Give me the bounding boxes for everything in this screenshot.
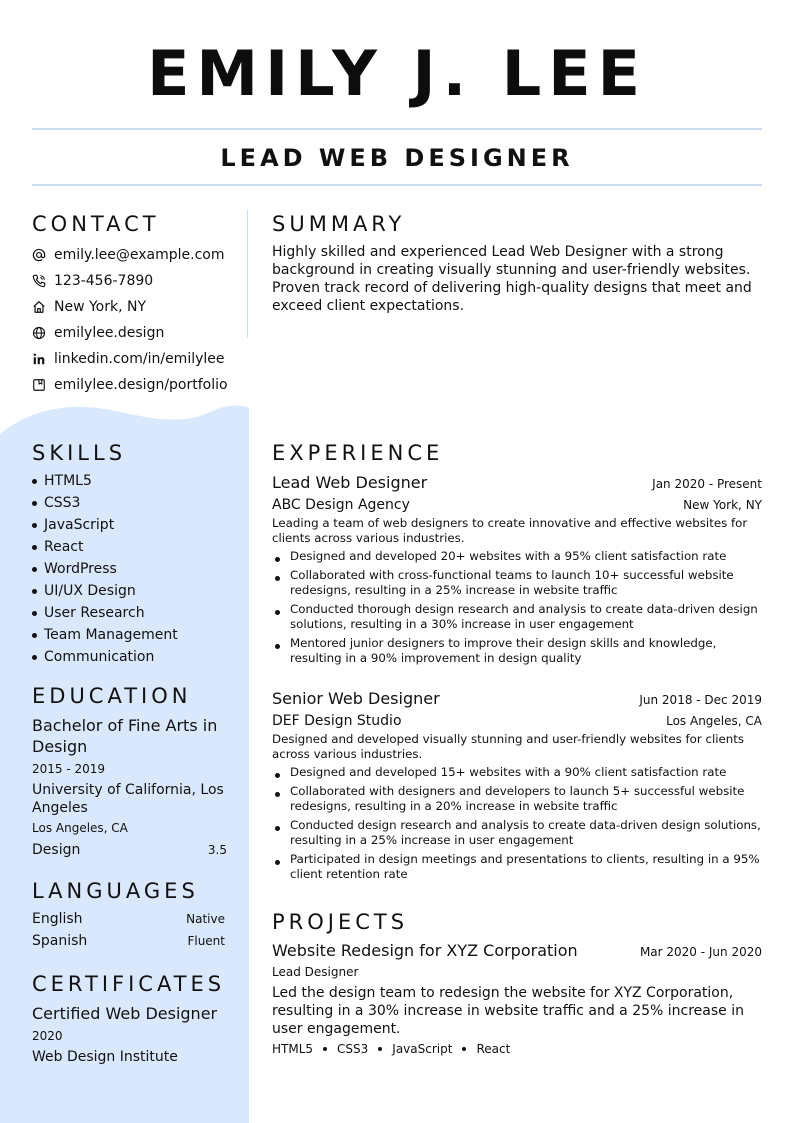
language-item [32,908,225,930]
skill-item [32,558,232,580]
job-role: Lead Web Designer [272,473,428,492]
contact-phone[interactable] [32,268,247,294]
experience-entry [272,472,762,670]
job-subheader [272,495,762,515]
bullet-dot [32,501,37,506]
job-role: Senior Web Designer [272,689,440,708]
language-level: Native [186,912,225,926]
job-description: Leading a team of web designers to create innovative and effective websites for clients across various industries. [272,516,748,545]
experience-heading: EXPERIENCE [272,441,444,465]
skill-label: React [44,539,84,555]
candidate-name: EMILY J. LEE [147,37,647,110]
skill-label: UI/UX Design [44,583,136,599]
skill-label: User Research [44,605,145,621]
project-tech-list [272,1042,762,1056]
skill-label: WordPress [44,561,117,577]
languages-heading: LANGUAGES [32,879,199,903]
project-dates: Mar 2020 - Jun 2020 [639,945,762,959]
contact-website[interactable] [32,320,247,346]
language-level: Fluent [187,934,225,948]
summary-heading: SUMMARY [272,212,406,236]
tech-item [476,1042,510,1056]
skill-label: JavaScript [44,517,115,533]
linkedin-icon [32,352,46,366]
certificate-year: 2020 [32,1029,63,1043]
education-field: Design [32,842,81,858]
certificates-heading: CERTIFICATES [32,972,226,996]
job-location: New York, NY [683,498,762,512]
education-entry [32,715,227,860]
tech-label: CSS3 [337,1042,369,1056]
job-bullet: Designed and developed 20+ websites with a 95% client satisfaction rate [272,549,762,564]
tech-label: React [476,1042,511,1056]
contact-text: linkedin.com/in/emilylee [54,351,225,367]
bullet-dot [32,479,37,484]
job-header [272,472,762,494]
project-description: Led the design team to redesign the website for XYZ Corporation, resulting in a 30% increase in website traffic and a 25% increase in user engagement. [272,985,744,1037]
language-item [32,930,225,952]
project-role: Lead Designer [272,965,359,979]
skill-item [32,470,232,492]
skill-label: Team Management [44,627,178,643]
contact-list [32,242,247,398]
tech-item [392,1042,476,1056]
job-description: Designed and developed visually stunning and user-friendly websites for clients across various industries. [272,732,745,761]
job-bullet: Conducted thorough design research and analysis to create data-driven design solutions, resulting in a 30% increase in user engagement [272,602,762,632]
header-rule-top [32,128,762,130]
languages-list [32,908,225,952]
contact-text: 123-456-7890 [54,273,154,289]
phone-icon [32,274,46,288]
skill-label: HTML5 [44,473,92,489]
certificate-name: Certified Web Designer [32,1004,218,1023]
experience-entry [272,688,762,886]
job-location: Los Angeles, CA [666,714,762,728]
project-header [272,940,762,962]
header-rule-bottom [32,184,762,186]
separator-dot [323,1047,327,1051]
job-subheader [272,711,762,731]
bullet-dot [32,589,37,594]
language-name: English [32,911,83,927]
certificate-entry [32,1003,232,1067]
skill-item [32,580,232,602]
tech-label: JavaScript [392,1042,453,1056]
tech-item [337,1042,392,1056]
summary-text: Highly skilled and experienced Lead Web Designer with a strong background in creating visually stunning and user-friendly websites. Proven track record of delivering high-quality designs that meet and exceed client expectations. [272,244,752,314]
bullet-dot [32,567,37,572]
column-divider [247,210,248,338]
job-dates: Jun 2018 - Dec 2019 [639,693,762,707]
at-icon [32,248,46,262]
project-name: Website Redesign for XYZ Corporation [272,941,578,960]
job-company: DEF Design Studio [272,713,402,729]
separator-dot [378,1047,382,1051]
skill-label: Communication [44,649,155,665]
job-bullet: Designed and developed 15+ websites with a 90% client satisfaction rate [272,765,762,780]
skill-item [32,646,232,668]
job-header [272,688,762,710]
contact-linkedin[interactable] [32,346,247,372]
skill-item [32,602,232,624]
contact-text: New York, NY [54,299,147,315]
bullet-dot [32,655,37,660]
education-heading: EDUCATION [32,684,192,708]
tech-item [272,1042,337,1056]
skill-label: CSS3 [44,495,81,511]
bullet-dot [32,633,37,638]
education-field-row [32,840,227,860]
skill-item [32,536,232,558]
project-entry [272,940,762,1056]
skill-item [32,514,232,536]
contact-portfolio[interactable] [32,372,247,398]
job-dates: Jan 2020 - Present [652,477,762,491]
contact-text: emilylee.design [54,325,165,341]
certificate-org: Web Design Institute [32,1049,178,1065]
job-bullet: Collaborated with designers and developers to launch 5+ successful website redesigns, resulting in a 20% increase in website traffic [272,784,762,814]
skills-heading: SKILLS [32,441,127,465]
language-name: Spanish [32,933,88,949]
education-location: Los Angeles, CA [32,821,128,835]
education-dates: 2015 - 2019 [32,762,106,776]
education-degree: Bachelor of Fine Arts in Design [32,716,218,756]
bullet-dot [32,611,37,616]
contact-text: emilylee.design/portfolio [54,377,228,393]
bullet-dot [32,545,37,550]
skill-item [32,624,232,646]
bullet-dot [32,523,37,528]
tech-label: HTML5 [272,1042,314,1056]
candidate-title: LEAD WEB DESIGNER [220,144,574,172]
contact-heading: CONTACT [32,212,160,236]
contact-email[interactable] [32,242,247,268]
education-gpa: 3.5 [207,843,227,857]
globe-icon [32,326,46,340]
job-bullets [272,549,762,666]
job-bullet: Mentored junior designers to improve their design skills and knowledge, resulting in a 90% improvement in design quality [272,636,762,666]
job-bullet: Collaborated with cross-functional teams to launch 10+ successful website redesigns, resulting in a 25% increase in website traffic [272,568,762,598]
contact-location [32,294,247,320]
portfolio-icon [32,378,46,392]
separator-dot [462,1047,466,1051]
job-company: ABC Design Agency [272,497,410,513]
education-school: University of California, Los Angeles [32,782,224,816]
projects-heading: PROJECTS [272,910,409,934]
job-bullet: Conducted design research and analysis to create data-driven design solutions, resulting in a 25% increase in user engagement [272,818,762,848]
home-icon [32,300,46,314]
skills-list [32,470,232,668]
job-bullets [272,765,762,882]
contact-text: emily.lee@example.com [54,247,225,263]
skill-item [32,492,232,514]
job-bullet: Participated in design meetings and presentations to clients, resulting in a 95% client retention rate [272,852,762,882]
